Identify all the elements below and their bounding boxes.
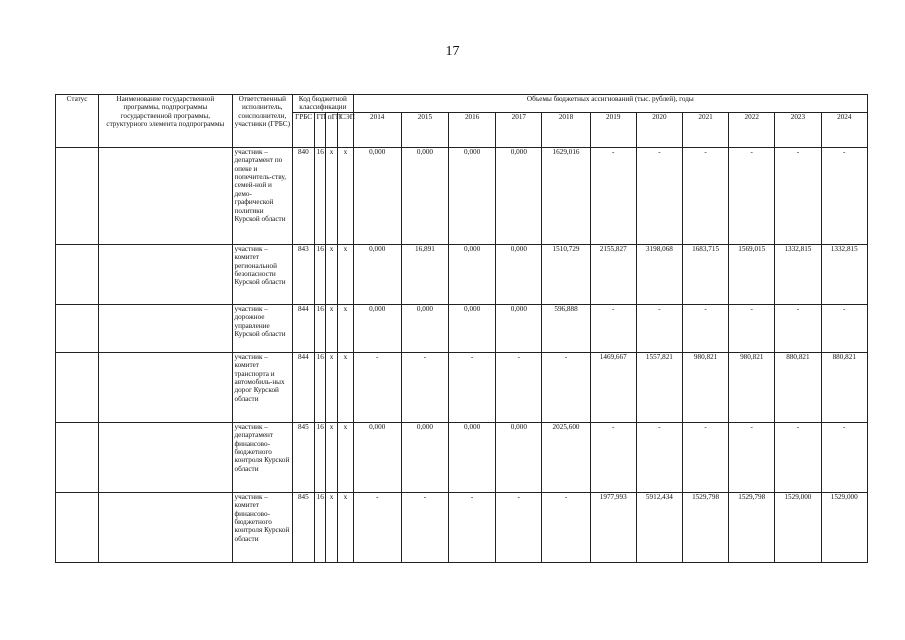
- sep-cell: х: [338, 244, 353, 304]
- header-year: 2023: [775, 112, 821, 147]
- pgp-cell: х: [325, 352, 337, 422]
- value-cell: -: [542, 352, 590, 422]
- value-cell: -: [682, 147, 728, 244]
- value-cell: -: [590, 147, 636, 244]
- value-cell: 1569,015: [729, 244, 775, 304]
- status-cell: [56, 147, 99, 244]
- header-year: 2015: [401, 112, 448, 147]
- gp-cell: 16: [314, 352, 325, 422]
- grbs-cell: 844: [293, 304, 315, 352]
- table-row: [56, 422, 868, 492]
- responsible-cell: участник – дорожное управление Курской области: [232, 304, 293, 352]
- value-cell: 1529,000: [821, 492, 868, 562]
- value-cell: 980,821: [682, 352, 728, 422]
- grbs-cell: 844: [293, 352, 315, 422]
- value-cell: 16,891: [401, 244, 448, 304]
- value-cell: 0,000: [401, 304, 448, 352]
- value-cell: -: [449, 352, 496, 422]
- gp-cell: 16: [314, 422, 325, 492]
- name-cell: [99, 422, 232, 492]
- value-cell: -: [729, 304, 775, 352]
- value-cell: -: [682, 422, 728, 492]
- name-cell: [99, 244, 232, 304]
- budget-allocations-table: [55, 94, 868, 563]
- gp-cell: 16: [314, 147, 325, 244]
- pgp-cell: х: [325, 304, 337, 352]
- table-row: [56, 244, 868, 304]
- gp-cell: 16: [314, 244, 325, 304]
- value-cell: -: [775, 147, 821, 244]
- name-cell: [99, 147, 232, 244]
- header-year: 2020: [636, 112, 682, 147]
- value-cell: 0,000: [353, 422, 401, 492]
- value-cell: 1529,000: [775, 492, 821, 562]
- value-cell: 0,000: [449, 304, 496, 352]
- value-cell: 1510,729: [542, 244, 590, 304]
- status-cell: [56, 352, 99, 422]
- value-cell: 0,000: [496, 244, 542, 304]
- value-cell: 1683,715: [682, 244, 728, 304]
- status-cell: [56, 244, 99, 304]
- value-cell: 2025,600: [542, 422, 590, 492]
- status-cell: [56, 422, 99, 492]
- grbs-cell: 840: [293, 147, 315, 244]
- value-cell: 3198,068: [636, 244, 682, 304]
- page-number: 17: [445, 44, 460, 59]
- value-cell: -: [775, 422, 821, 492]
- value-cell: -: [353, 492, 401, 562]
- value-cell: 1977,993: [590, 492, 636, 562]
- table-row: [56, 352, 868, 422]
- name-cell: [99, 304, 232, 352]
- header-year: 2024: [821, 112, 868, 147]
- header-year: 2018: [542, 112, 590, 147]
- responsible-cell: участник – департамент финансово-бюджетного контроля Курской области: [232, 422, 293, 492]
- value-cell: -: [449, 492, 496, 562]
- value-cell: -: [590, 304, 636, 352]
- header-sep: СЭП: [338, 112, 353, 147]
- value-cell: -: [729, 422, 775, 492]
- value-cell: -: [496, 352, 542, 422]
- value-cell: 596,888: [542, 304, 590, 352]
- responsible-cell: участник – комитет транспорта и автомобиль-ных дорог Курской области: [232, 352, 293, 422]
- sep-cell: х: [338, 352, 353, 422]
- value-cell: 1332,815: [821, 244, 868, 304]
- grbs-cell: 843: [293, 244, 315, 304]
- value-cell: -: [821, 304, 868, 352]
- header-year: 2014: [353, 112, 401, 147]
- pgp-cell: х: [325, 244, 337, 304]
- value-cell: -: [821, 422, 868, 492]
- header-name: Наименование государственной программы, подпрограммы государственной программы, структурного элемента подпрограммы: [99, 95, 232, 148]
- gp-cell: 16: [314, 304, 325, 352]
- header-volumes: Объемы бюджетных ассигнований (тыс. рублей), годы: [353, 95, 867, 113]
- name-cell: [99, 352, 232, 422]
- value-cell: 0,000: [496, 304, 542, 352]
- status-cell: [56, 304, 99, 352]
- value-cell: 0,000: [401, 147, 448, 244]
- sep-cell: х: [338, 422, 353, 492]
- table-row: [56, 304, 868, 352]
- pgp-cell: х: [325, 492, 337, 562]
- responsible-cell: участник – комитет финансово-бюджетного контроля Курской области: [232, 492, 293, 562]
- value-cell: 880,821: [775, 352, 821, 422]
- sep-cell: х: [338, 304, 353, 352]
- value-cell: 980,821: [729, 352, 775, 422]
- header-gp: ГП: [314, 112, 325, 147]
- table-row: [56, 492, 868, 562]
- value-cell: 0,000: [449, 422, 496, 492]
- value-cell: -: [636, 304, 682, 352]
- value-cell: 1469,667: [590, 352, 636, 422]
- gp-cell: 16: [314, 492, 325, 562]
- value-cell: -: [821, 147, 868, 244]
- value-cell: -: [682, 304, 728, 352]
- value-cell: 0,000: [401, 422, 448, 492]
- value-cell: 0,000: [353, 147, 401, 244]
- value-cell: -: [636, 422, 682, 492]
- value-cell: -: [353, 352, 401, 422]
- value-cell: 5912,434: [636, 492, 682, 562]
- value-cell: 1629,016: [542, 147, 590, 244]
- value-cell: 2155,827: [590, 244, 636, 304]
- name-cell: [99, 492, 232, 562]
- value-cell: 0,000: [496, 422, 542, 492]
- sep-cell: х: [338, 147, 353, 244]
- value-cell: 0,000: [496, 147, 542, 244]
- grbs-cell: 845: [293, 422, 315, 492]
- header-year: 2022: [729, 112, 775, 147]
- header-grbs: ГРБС: [293, 112, 315, 147]
- header-year: 2017: [496, 112, 542, 147]
- value-cell: -: [729, 147, 775, 244]
- header-responsible: Ответственный исполнитель, соисполнители, участники (ГРБС): [232, 95, 293, 148]
- responsible-cell: участник – департамент по опеке и попечитель-ству, семей-ной и демо-графической политики Курской области: [232, 147, 293, 244]
- value-cell: -: [496, 492, 542, 562]
- table-row: [56, 147, 868, 244]
- header-year: 2016: [449, 112, 496, 147]
- header-status: Статус: [56, 95, 99, 148]
- value-cell: 0,000: [449, 244, 496, 304]
- value-cell: -: [775, 304, 821, 352]
- pgp-cell: х: [325, 147, 337, 244]
- header-year: 2021: [682, 112, 728, 147]
- value-cell: -: [542, 492, 590, 562]
- value-cell: 0,000: [353, 244, 401, 304]
- status-cell: [56, 492, 99, 562]
- pgp-cell: х: [325, 422, 337, 492]
- value-cell: 1557,821: [636, 352, 682, 422]
- value-cell: -: [401, 492, 448, 562]
- value-cell: -: [401, 352, 448, 422]
- grbs-cell: 845: [293, 492, 315, 562]
- value-cell: -: [590, 422, 636, 492]
- header-year: 2019: [590, 112, 636, 147]
- sep-cell: х: [338, 492, 353, 562]
- header-pgp: пГП: [325, 112, 337, 147]
- header-row-top: [56, 95, 868, 113]
- header-budget-code: Код бюджетной классификации: [293, 95, 354, 113]
- responsible-cell: участник – комитет региональной безопасности Курской области: [232, 244, 293, 304]
- value-cell: 0,000: [353, 304, 401, 352]
- value-cell: 1529,798: [682, 492, 728, 562]
- value-cell: 0,000: [449, 147, 496, 244]
- value-cell: 880,821: [821, 352, 868, 422]
- value-cell: 1529,798: [729, 492, 775, 562]
- value-cell: 1332,815: [775, 244, 821, 304]
- value-cell: -: [636, 147, 682, 244]
